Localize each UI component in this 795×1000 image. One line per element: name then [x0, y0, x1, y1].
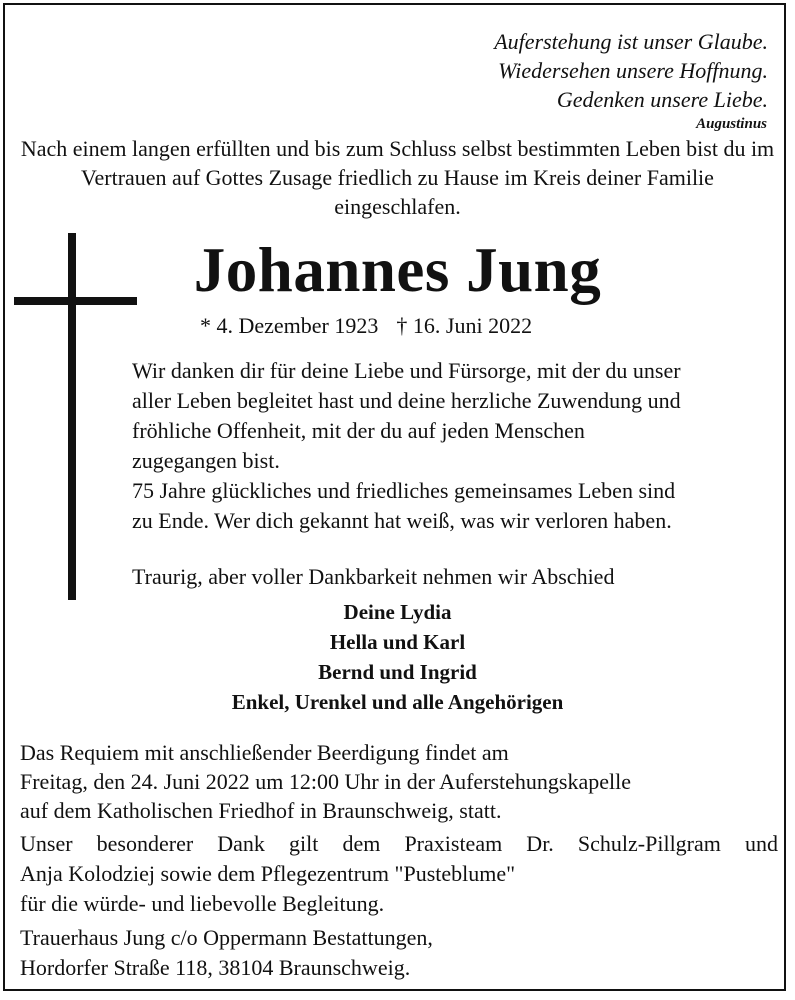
- tribute-line-1: Wir danken dir für deine Liebe und Fürsorge, mit der du unser: [132, 358, 681, 383]
- life-dates: [200, 313, 532, 339]
- death-date: † 16. Juni 2022: [396, 313, 533, 338]
- motto-line-3: Gedenken unsere Liebe.: [556, 87, 768, 112]
- thanks-line-1: Unser besonderer Dank gilt dem Praxisteam Dr. Schulz-Pillgram und: [20, 831, 778, 856]
- deceased-name: Johannes Jung: [193, 235, 602, 305]
- mourner-2: Hella und Karl: [329, 630, 466, 654]
- tribute-line-6: zu Ende. Wer dich gekannt hat weiß, was wir verloren haben.: [132, 508, 672, 533]
- tribute-line-2: aller Leben begleitet hast und deine herzliche Zuwendung und: [132, 388, 681, 413]
- funeral-line-1: Das Requiem mit anschließender Beerdigung findet am: [20, 740, 509, 765]
- mourner-3: Bernd und Ingrid: [318, 660, 477, 684]
- motto-line-2: Wiedersehen unsere Hoffnung.: [498, 58, 768, 83]
- mourner-1: Deine Lydia: [343, 600, 452, 624]
- motto-line-1: Auferstehung ist unser Glaube.: [494, 29, 768, 54]
- thanks-line-3: für die würde- und liebevolle Begleitung.: [20, 891, 385, 916]
- thanks-line-2: Anja Kolodziej sowie dem Pflegezentrum "Pusteblume": [20, 861, 516, 886]
- funeral-line-3: auf dem Katholischen Friedhof in Braunschweig, statt.: [20, 798, 502, 823]
- tribute-line-4: zugegangen bist.: [132, 448, 280, 473]
- motto-attribution: Augustinus: [696, 116, 767, 132]
- address-line-2: Hordorfer Straße 118, 38104 Braunschweig.: [20, 955, 411, 980]
- mourner-4: Enkel, Urenkel und alle Angehörigen: [231, 690, 564, 714]
- farewell-line: Traurig, aber voller Dankbarkeit nehmen wir Abschied: [132, 564, 615, 589]
- funeral-line-2: Freitag, den 24. Juni 2022 um 12:00 Uhr in der Auferstehungskapelle: [20, 769, 632, 794]
- tribute-line-5: 75 Jahre glückliches und friedliches gemeinsames Leben sind: [132, 478, 676, 503]
- address-line-1: Trauerhaus Jung c/o Oppermann Bestattungen,: [20, 925, 433, 950]
- birth-date: * 4. Dezember 1923: [200, 313, 379, 338]
- intro-text: Nach einem langen erfüllten und bis zum Schluss selbst bestimmten Leben bist du im Vertrauen auf Gottes Zusage friedlich zu Hause im Kreis deiner Familie eingeschlafen.: [20, 136, 775, 219]
- tribute-line-3: fröhliche Offenheit, mit der du auf jeden Menschen: [132, 418, 585, 443]
